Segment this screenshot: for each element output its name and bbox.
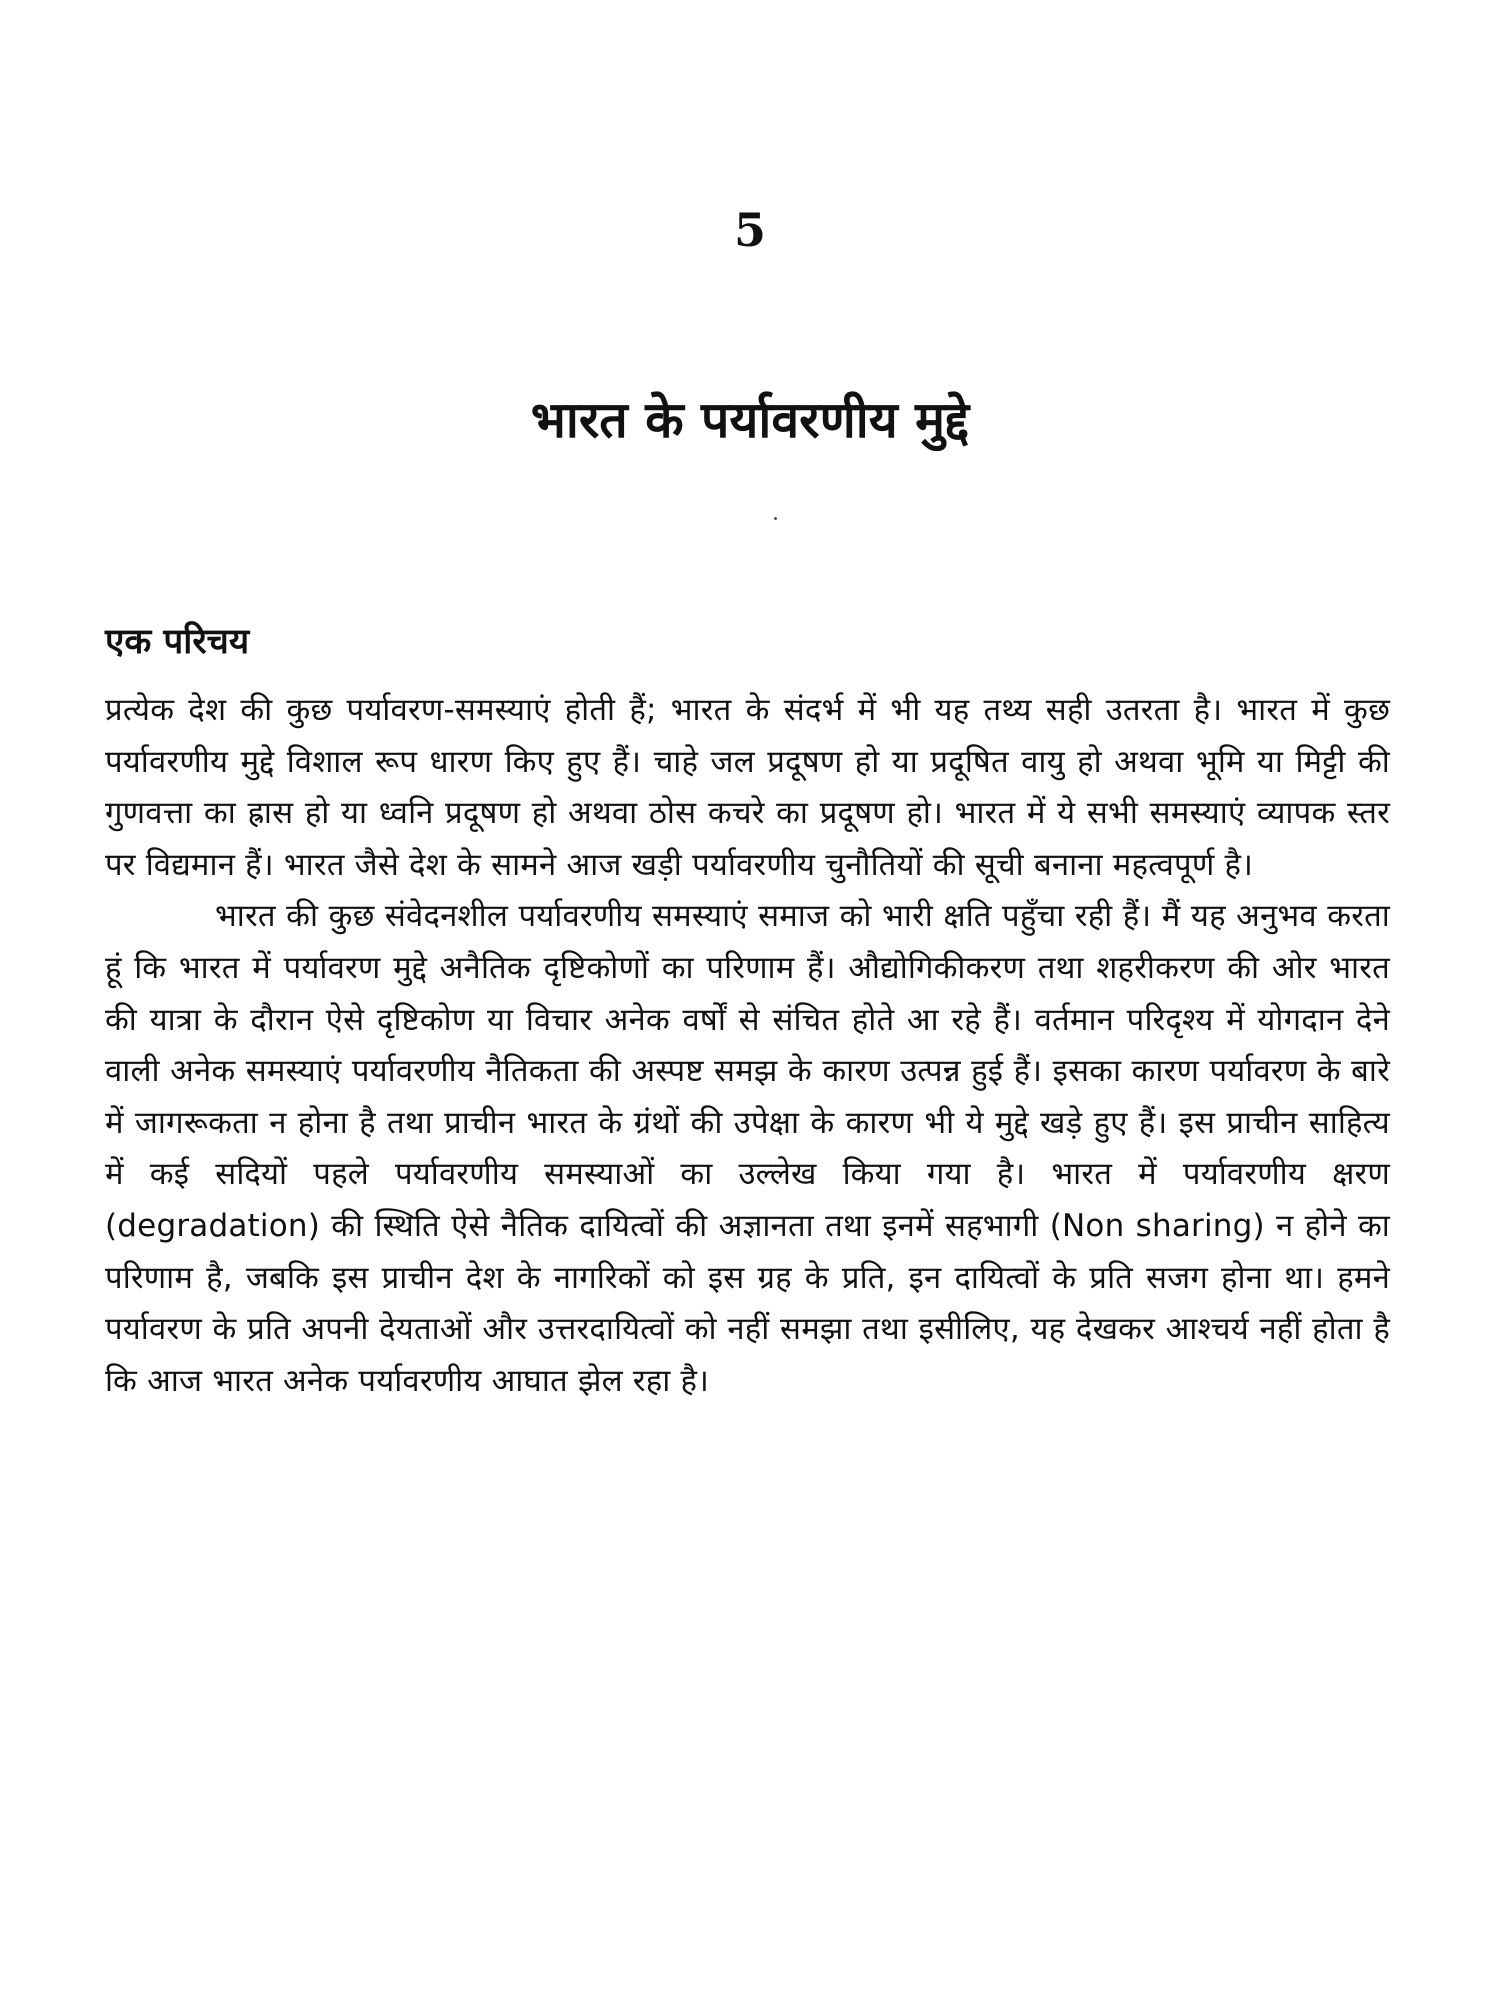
print-speck: [774, 517, 777, 520]
paragraph-main: भारत की कुछ संवेदनशील पर्यावरणीय समस्याएं समाज को भारी क्षति पहुँचा रही हैं। मैं यह अनुभव करता हूं कि भारत में पर्यावरण मुद्दे अनैतिक दृष्टिकोणों का परिणाम हैं। औद्योगिकीकरण तथा शहरीकरण की ओर भारत की यात्रा के दौरान ऐसे दृष्टिकोण या विचार अनेक वर्षों से संचित होते आ रहे हैं। वर्तमान परिदृश्य में योगदान देने वाली अनेक समस्याएं पर्यावरणीय नैतिकता की अस्पष्ट समझ के कारण उत्पन्न हुई हैं। इसका कारण पर्यावरण के बारे में जागरूकता न होना है तथा प्राचीन भारत के ग्रंथों की उपेक्षा के कारण भी ये मुद्दे खड़े हुए हैं। इस प्राचीन साहित्य में कई सदियों पहले पर्यावरणीय समस्याओं का उल्लेख किया गया है। भारत में पर्यावरणीय क्षरण (degradation) की स्थिति ऐसे नैतिक दायित्वों की अज्ञानता तथा इनमें सहभागी (Non sharing) न होने का परिणाम है, जबकि इस प्राचीन देश के नागरिकों को इस ग्रह के प्रति, इन दायित्वों के प्रति सजग होना था। हमने पर्यावरण के प्रति अपनी देयताओं और उत्तरदायित्वों को नहीं समझा तथा इसीलिए, यह देखकर आश्चर्य नहीं होता है कि आज भारत अनेक पर्यावरणीय आघात झेल रहा है।: [105, 898, 1390, 1399]
chapter-title: भारत के पर्यावरणीय मुद्दे: [530, 391, 970, 449]
section-heading: एक परिचय: [105, 622, 250, 662]
paragraph-intro: प्रत्येक देश की कुछ पर्यावरण-समस्याएं होती हैं; भारत के संदर्भ में भी यह तथ्य सही उतरता है। भारत में कुछ पर्यावरणीय मुद्दे विशाल रूप धारण किए हुए हैं। चाहे जल प्रदूषण हो या प्रदूषित वायु हो अथवा भूमि या मिट्टी की गुणवत्ता का ह्रास हो या ध्वनि प्रदूषण हो अथवा ठोस कचरे का प्रदूषण हो। भारत में ये सभी समस्याएं व्यापक स्तर पर विद्यमान हैं। भारत जैसे देश के सामने आज खड़ी पर्यावरणीय चुनौतियों की सूची बनाना महत्वपूर्ण है।: [105, 692, 1390, 883]
body-text: [105, 685, 1390, 1407]
chapter-number: 5: [733, 203, 766, 257]
